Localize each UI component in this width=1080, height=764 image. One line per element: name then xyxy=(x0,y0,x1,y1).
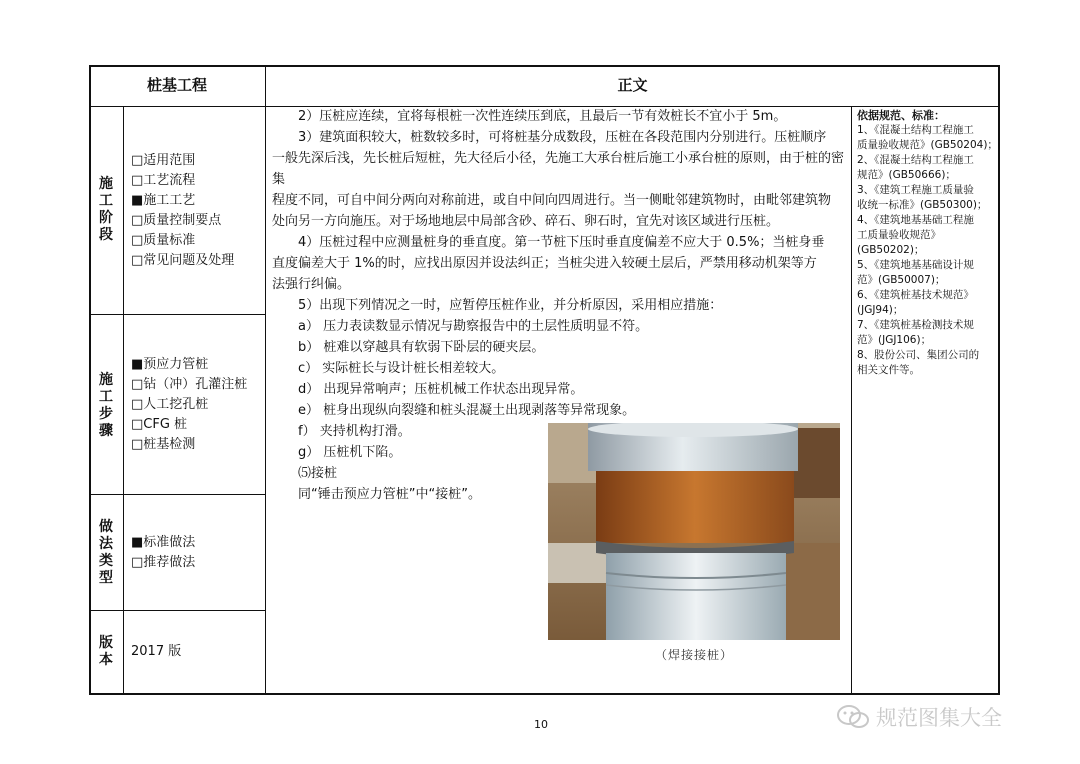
para-segmented-pressing: 3）建筑面积较大，桩数较多时，可将桩基分成数段，压桩在各段范围内分别进行。压桩顺序 xyxy=(298,130,827,145)
para-stop-conditions: 5）出现下列情况之一时，应暂停压桩作业，并分析原因，采用相应措施： xyxy=(298,298,723,313)
para-pressing-order: 一般先深后浅，先长桩后短桩，先大径后小径，先施工大承台桩后施工小承台桩的原则，由于桩的密集 xyxy=(272,151,845,187)
option-construction-technique[interactable]: ■施工工艺 xyxy=(131,193,196,208)
reference-line: 范》(GB50007)； xyxy=(857,274,946,286)
list-item: e） 桩身出现纵向裂缝和桩头混凝土出现剥落等异常现象。 xyxy=(298,403,636,418)
reference-line: 2、《混凝土结构工程施工 xyxy=(857,154,974,166)
stage-label-method-type: 做法类型 xyxy=(99,519,113,586)
list-item: g） 压桩机下陷。 xyxy=(298,445,402,460)
version-value: 2017 版 xyxy=(131,644,182,659)
page-number: 10 xyxy=(534,718,548,731)
para-gravel-area: 处向另一方向施压。对于场地地层中局部含砂、碎石、卵石时，宜先对该区域进行压桩。 xyxy=(272,214,780,229)
reference-line: 质量验收规范》(GB50204)； xyxy=(857,139,998,151)
watermark-text: 规范图集大全 xyxy=(876,706,1002,730)
para-verticality-cont: 直度偏差大于 1%的时，应找出原因并设法纠正；当桩尖进入较硬土层后，严禁用移动机架等方 xyxy=(272,256,817,271)
option-hand-dug-pile[interactable]: □人工挖孔桩 xyxy=(131,397,209,412)
option-quality-control[interactable]: □质量控制要点 xyxy=(131,213,222,228)
reference-line: 6、《建筑桩基技术规范》 xyxy=(857,289,974,301)
reference-line: (JGJ94)； xyxy=(857,304,904,316)
option-quality-standard[interactable]: □质量标准 xyxy=(131,233,196,248)
list-item: b） 桩难以穿越具有软弱下卧层的硬夹层。 xyxy=(298,340,545,355)
reference-line: 工质量验收规范》 xyxy=(857,229,941,241)
option-recommended-method[interactable]: □推荐做法 xyxy=(131,555,196,570)
stage-label-steps: 施工步骤 xyxy=(99,372,113,439)
col-divider-main xyxy=(265,65,266,695)
option-pile-testing[interactable]: □桩基检测 xyxy=(131,437,196,452)
reference-line: 相关文件等。 xyxy=(857,364,920,376)
reference-line: (GB50202)； xyxy=(857,244,925,256)
option-scope[interactable]: □适用范围 xyxy=(131,153,196,168)
wechat-icon xyxy=(836,703,870,731)
para-verticality-end: 法强行纠偏。 xyxy=(272,277,351,292)
reference-line: 1、《混凝土结构工程施工 xyxy=(857,124,974,136)
photo-caption: （焊接接桩） xyxy=(654,648,733,662)
stage-label-phase: 施工阶段 xyxy=(99,176,113,243)
references-panel xyxy=(857,108,998,378)
reference-line: 4、《建筑地基基础工程施 xyxy=(857,214,974,226)
references-title: 依据规范、标准： xyxy=(857,109,945,122)
stage-options-version xyxy=(131,642,181,662)
reference-line: 7、《建筑桩基检测技术规 xyxy=(857,319,974,331)
header-right-title: 正文 xyxy=(617,76,648,94)
welded-pile-photo xyxy=(548,423,840,640)
list-item: f） 夹持机构打滑。 xyxy=(298,424,411,439)
option-standard-method[interactable]: ■标准做法 xyxy=(131,535,196,550)
col-divider-stage xyxy=(123,106,124,695)
option-prestressed-pipe-pile[interactable]: ■预应力管桩 xyxy=(131,357,209,372)
stage-options-steps xyxy=(131,355,247,455)
stage-label-version: 版本 xyxy=(99,635,113,668)
para-continuous-pressing: 2）压桩应连续，宜将每根桩一次性连续压到底，且最后一节有效桩长不宜小于 5m。 xyxy=(298,109,787,124)
row-divider-2 xyxy=(89,494,265,495)
option-process-flow[interactable]: □工艺流程 xyxy=(131,173,196,188)
reference-line: 范》(JGJ106)； xyxy=(857,334,932,346)
reference-line: 8、股份公司、集团公司的 xyxy=(857,349,980,361)
reference-line: 规范》(GB50666)； xyxy=(857,169,956,181)
welded-pile-photo-drawing xyxy=(548,423,840,640)
col-divider-refs xyxy=(851,106,852,695)
list-item: c） 实际桩长与设计桩长相差较大。 xyxy=(298,361,505,376)
option-common-problems[interactable]: □常见问题及处理 xyxy=(131,253,235,268)
para-symmetric-advance: 程度不同，可自中间分两向对称前进，或自中间向四周进行。当一侧毗邻建筑物时，由毗邻建筑物 xyxy=(272,193,832,208)
list-item: d） 出现异常响声；压桩机械工作状态出现异常。 xyxy=(298,382,584,397)
option-bored-pile[interactable]: □钻（冲）孔灌注桩 xyxy=(131,377,248,392)
reference-line: 5、《建筑地基基础设计规 xyxy=(857,259,974,271)
para-same-as-hammer: 同“锤击预应力管桩”中“接桩”。 xyxy=(298,487,481,502)
option-cfg-pile[interactable]: □CFG 桩 xyxy=(131,417,188,432)
row-divider-3 xyxy=(89,610,265,611)
header-left-title: 桩基工程 xyxy=(146,76,207,94)
reference-line: 收统一标准》(GB50300)； xyxy=(857,199,988,211)
row-divider-1 xyxy=(89,314,265,315)
section-pile-splicing: ⑸接桩 xyxy=(298,466,338,481)
stage-options-phase xyxy=(131,151,234,271)
list-item: a） 压力表读数显示情况与勘察报告中的土层性质明显不符。 xyxy=(298,319,649,334)
para-verticality: 4）压桩过程中应测量桩身的垂直度。第一节桩下压时垂直度偏差不应大于 0.5%；当桩身垂 xyxy=(298,235,825,250)
stage-options-method-type xyxy=(131,533,195,573)
reference-line: 3、《建筑工程施工质量验 xyxy=(857,184,974,196)
